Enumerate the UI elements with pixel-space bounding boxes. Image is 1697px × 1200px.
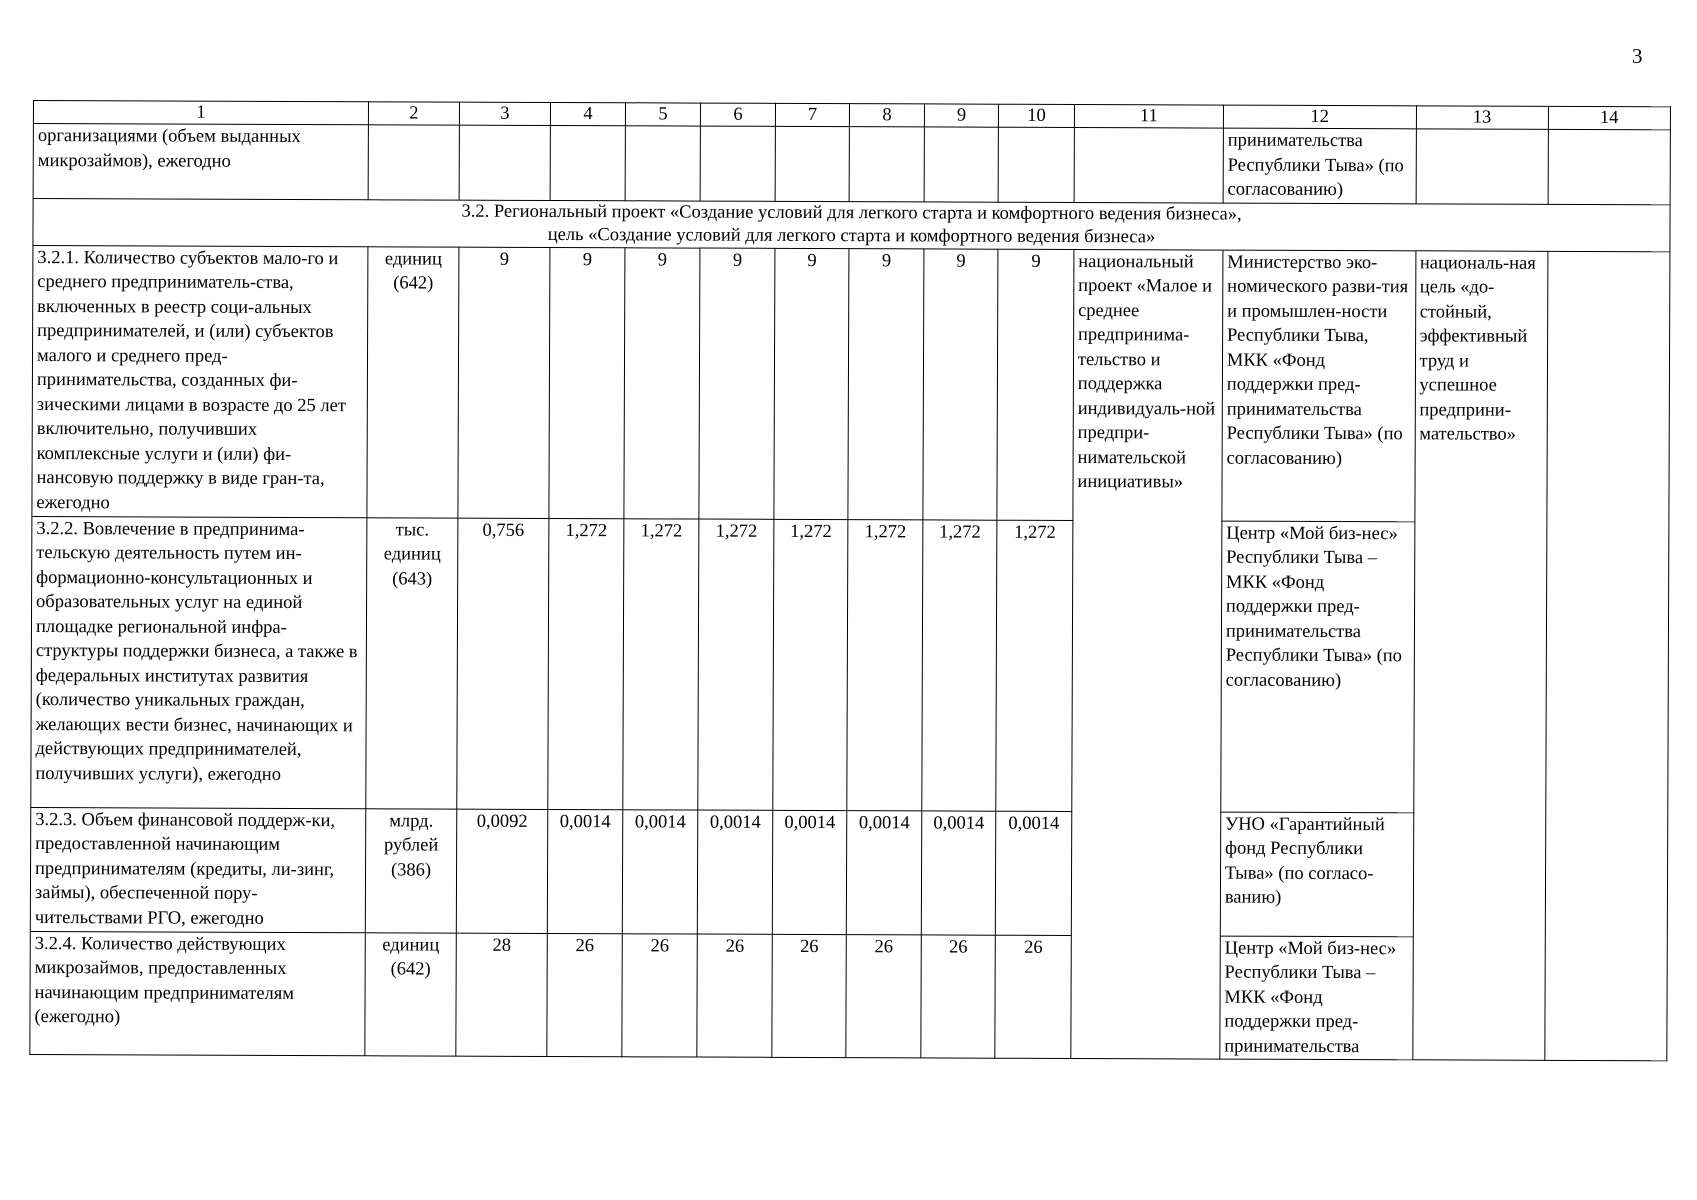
value-cell: 0,0014 — [921, 810, 996, 934]
value-cell: 1,272 — [996, 520, 1073, 811]
value-cell: 0,0014 — [548, 809, 623, 933]
value-cell: 0,0014 — [996, 811, 1072, 935]
empty-cell — [550, 125, 625, 200]
value-cell: 1,272 — [623, 518, 700, 809]
section-title — [33, 198, 1670, 251]
header-cell: 10 — [999, 104, 1075, 127]
value-cell: 9 — [997, 249, 1074, 520]
empty-cell — [459, 125, 551, 200]
responsible-executor: УНО «Гарантийный фонд Республики Тыва» (по согласо-ванию) — [1220, 812, 1413, 937]
value-cell: 9 — [699, 248, 775, 519]
unit-cell: млрд. рублей (386) — [366, 808, 457, 932]
value-cell: 0,0092 — [456, 809, 548, 933]
value-cell: 9 — [848, 248, 924, 519]
value-cell: 0,0014 — [622, 809, 698, 933]
value-cell: 9 — [774, 248, 850, 519]
value-cell: 26 — [772, 934, 847, 1058]
empty-cell — [625, 126, 701, 201]
value-cell: 9 — [923, 248, 999, 519]
indicators-table — [29, 100, 1671, 1061]
responsible-executor: Министерство эко-номического разви-тия и промышлен-ности Республики Тыва, МКК «Фонд поддержки пред-принимательства Республики Тыва» (по согласованию) — [1222, 250, 1416, 522]
empty-cell — [1074, 127, 1223, 202]
value-cell: 28 — [456, 933, 548, 1057]
unit-cell: единиц (642) — [367, 246, 459, 517]
empty-cell — [1416, 129, 1548, 204]
indicator-name: 3.2.3. Объем финансовой поддерж-ки, предоставленной начинающим предпринимателям (кредиты, ли-зинг, займы), обеспеченной пору-чительствами РГО, ежегодно — [30, 807, 366, 932]
indicator-name: 3.2.1. Количество субъектов мало-го и среднего предприниматель-ства, включенных в реестр соци-альных предпринимателей, и (или) субъектов малого и среднего пред-принимательства, созданных фи-зическими лицами в возрасте до 25 лет включительно, получивших комплексные услуги и (или) фи-нансовую поддержку в виде гран-та, ежегодно — [32, 245, 368, 517]
value-cell: 9 — [624, 247, 701, 518]
empty-cell — [1548, 129, 1671, 204]
header-cell: 11 — [1074, 104, 1223, 128]
responsible-executor: Центр «Мой биз-нес» Республики Тыва – МКК «Фонд поддержки пред-принимательства Республики Тыва» (по согласованию) — [1221, 521, 1415, 813]
empty-cell — [924, 127, 999, 202]
unit-cell: единиц (642) — [365, 932, 456, 1056]
header-cell: 9 — [924, 104, 999, 127]
page-number: 3 — [1632, 44, 1643, 68]
empty-cell — [998, 127, 1074, 202]
value-cell: 26 — [846, 934, 921, 1058]
header-cell: 5 — [625, 103, 701, 126]
section-row — [33, 198, 1670, 251]
indicator-name: организациями (объем выданных микрозаймов), ежегодно — [33, 124, 369, 200]
indicator-name: 3.2.4. Количество действующих микрозаймов, предоставленных начинающим предпринимателям (ежегодно) — [30, 931, 366, 1056]
value-cell: 0,0014 — [847, 810, 922, 934]
value-cell: 0,0014 — [772, 810, 847, 934]
header-cell: 13 — [1416, 106, 1548, 130]
header-cell: 12 — [1223, 105, 1416, 129]
value-cell: 9 — [549, 247, 625, 518]
table-row — [33, 124, 1670, 205]
value-cell: 9 — [458, 247, 551, 518]
section-title-line: цель «Создание условий для легкого старта и комфортного ведения бизнеса» — [547, 224, 1156, 247]
indicator-name: 3.2.2. Вовлечение в предпринима-тельскую деятельность путем ин-формационно-консультационных и образовательных услуг на единой площадке региональной инфра-структуры поддержки бизнеса, а также в федеральных институтах развития (количество уникальных граждан, желающих вести бизнес, начинающих и действующих предпринимателей, получивших услуги), ежегодно — [31, 516, 367, 808]
national-goal: националь-ная цель «до-стойный, эффективный труд и успешное предприни-мательство» — [1412, 250, 1547, 1060]
empty-cell — [1544, 251, 1670, 1061]
header-cell: 4 — [551, 102, 626, 125]
empty-cell — [849, 127, 924, 202]
empty-cell — [775, 126, 850, 201]
value-cell: 0,756 — [457, 518, 550, 809]
table-row — [32, 245, 1670, 522]
value-cell: 26 — [921, 934, 996, 1058]
header-cell: 7 — [775, 103, 850, 126]
value-cell: 1,272 — [847, 519, 923, 810]
value-cell: 1,272 — [922, 519, 998, 810]
value-cell: 26 — [547, 933, 622, 1057]
project-reference: национальный проект «Малое и среднее предпринима-тельство и поддержка индивидуаль-ной предпри-нимательской инициативы» — [1071, 249, 1223, 1059]
responsible-executor: Центр «Мой биз-нес» Республики Тыва – МКК «Фонд поддержки пред-принимательства — [1220, 936, 1413, 1060]
value-cell: 1,272 — [548, 518, 624, 809]
header-cell: 1 — [33, 101, 368, 125]
empty-cell — [368, 125, 459, 200]
value-cell: 1,272 — [773, 519, 849, 810]
value-cell: 26 — [697, 934, 772, 1058]
value-cell: 26 — [995, 935, 1071, 1059]
header-cell: 14 — [1548, 106, 1671, 129]
section-title-line: 3.2. Региональный проект «Создание условий для легкого старта и комфортного ведения бизнеса», — [461, 201, 1242, 225]
header-cell: 6 — [701, 103, 776, 126]
responsible-executor: принимательства Республики Тыва» (по согласованию) — [1223, 128, 1416, 203]
value-cell: 0,0014 — [698, 810, 773, 934]
empty-cell — [700, 126, 775, 201]
header-cell: 2 — [369, 102, 460, 125]
value-cell: 26 — [622, 933, 698, 1057]
value-cell: 1,272 — [698, 519, 774, 810]
header-cell: 8 — [850, 104, 925, 127]
header-cell: 3 — [459, 102, 551, 125]
unit-cell: тыс. единиц (643) — [366, 517, 458, 808]
